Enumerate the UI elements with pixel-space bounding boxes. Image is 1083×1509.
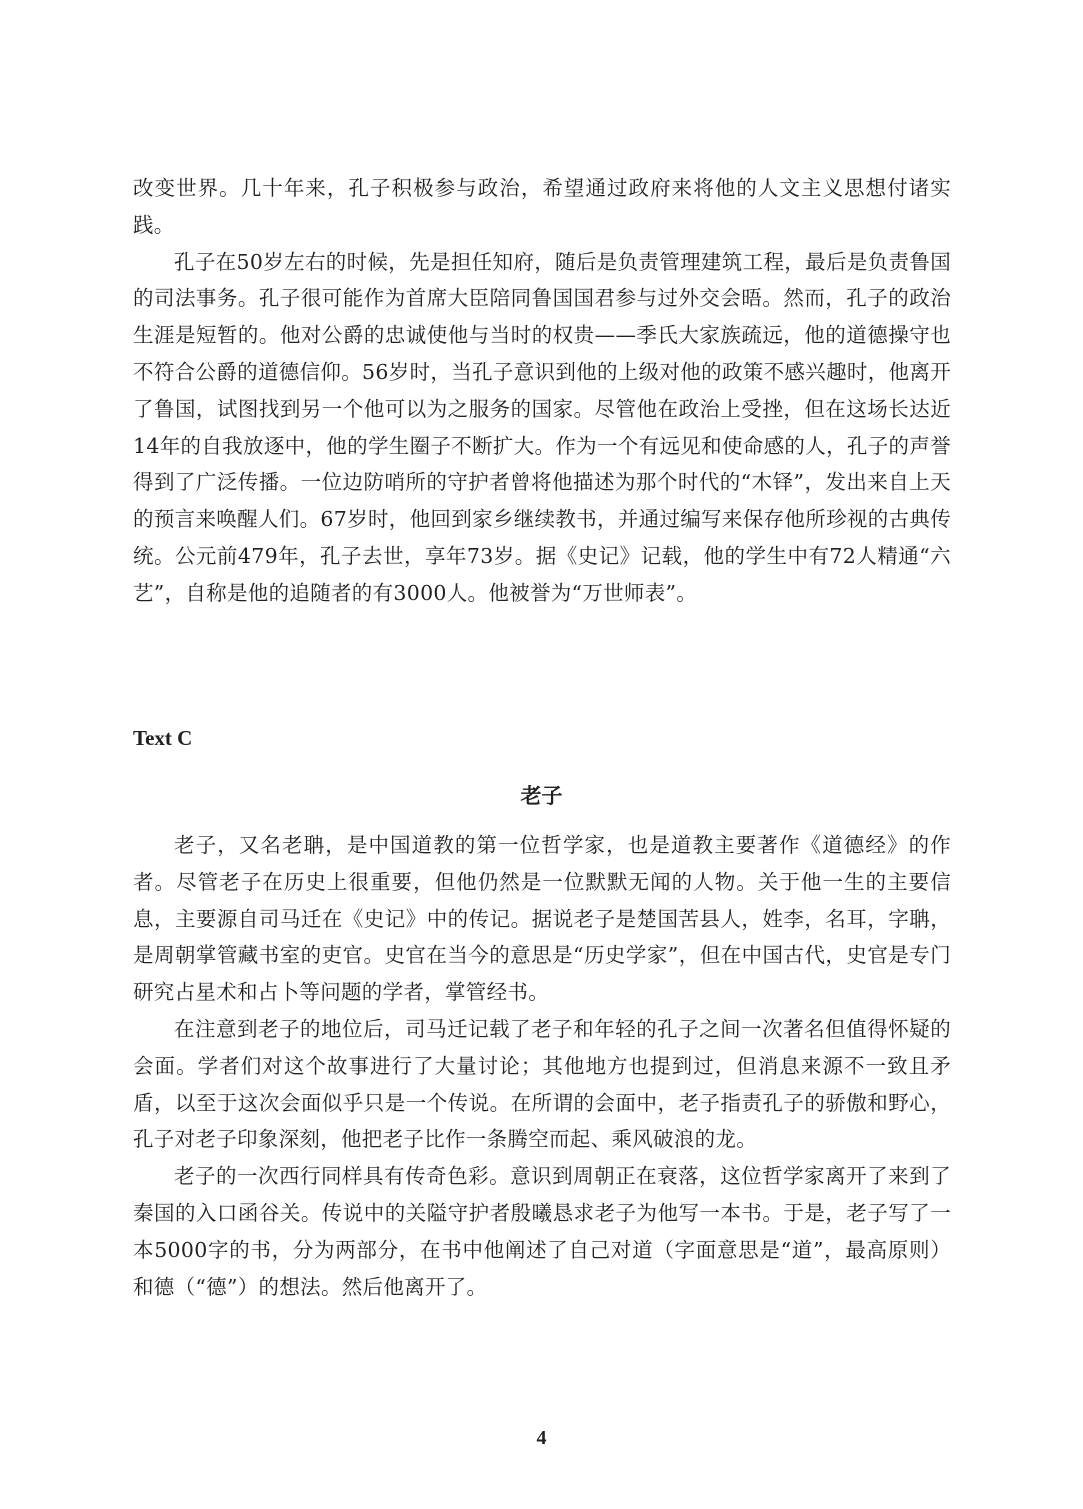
paragraph: 老子的一次西行同样具有传奇色彩。意识到周朝正在衰落，这位哲学家离开了来到了秦国的入口函谷关。传说中的关隘守护者殷曦恳求老子为他写一本书。于是，老子写了一本5000字的书，分为两部分，在书中他阐述了自己对道（字面意思是“道”，最高原则）和德（“德”）的想法。然后他离开了。 xyxy=(133,1164,951,1299)
article-title: 老子 xyxy=(520,784,563,808)
paragraph: 老子，又名老聃，是中国道教的第一位哲学家，也是道教主要著作《道德经》的作者。尽管老子在历史上很重要，但他仍然是一位默默无闻的人物。关于他一生的主要信息，主要源自司马迁在《史记》中的传记。据说老子是楚国苦县人，姓李，名耳，字聃，是周朝掌管藏书室的吏官。史官在当今的意思是“历史学家”，但在中国古代，史官是专门研究占星术和占卜等问题的学者，掌管经书。 xyxy=(133,833,951,1005)
paragraph: 改变世界。几十年来，孔子积极参与政治，希望通过政府来将他的人文主义思想付诸实践。 xyxy=(133,176,951,237)
continued-text-block xyxy=(133,170,951,612)
section-body xyxy=(133,827,951,1305)
section-heading: Text C xyxy=(133,726,193,750)
page-number: 4 xyxy=(536,1427,547,1449)
paragraph: 在注意到老子的地位后，司马迁记载了老子和年轻的孔子之间一次著名但值得怀疑的会面。学者们对这个故事进行了大量讨论；其他地方也提到过，但消息来源不一致且矛盾，以至于这次会面似乎只是一个传说。在所谓的会面中，老子指责孔子的骄傲和野心，孔子对老子印象深刻，他把老子比作一条腾空而起、乘风破浪的龙。 xyxy=(133,1016,951,1152)
paragraph: 孔子在50岁左右的时候，先是担任知府，随后是负责管理建筑工程，最后是负责鲁国的司法事务。孔子很可能作为首席大臣陪同鲁国国君参与过外交会晤。然而，孔子的政治生涯是短暂的。他对公爵的忠诚使他与当时的权贵——季氏大家族疏远，他的道德操守也不符合公爵的道德信仰。56岁时，当孔子意识到他的上级对他的政策不感兴趣时，他离开了鲁国，试图找到另一个他可以为之服务的国家。尽管他在政治上受挫，但在这场长达近14年的自我放逐中，他的学生圈子不断扩大。作为一个有远见和使命感的人，孔子的声誉得到了广泛传播。一位边防哨所的守护者曾将他描述为那个时代的“木铎”，发出来自上天的预言来唤醒人们。67岁时，他回到家乡继续教书，并通过编写来保存他所珍视的古典传统。公元前479年，孔子去世，享年73岁。据《史记》记载，他的学生中有72人精通“六艺”，自称是他的追随者的有3000人。他被誉为“万世师表”。 xyxy=(133,249,951,605)
